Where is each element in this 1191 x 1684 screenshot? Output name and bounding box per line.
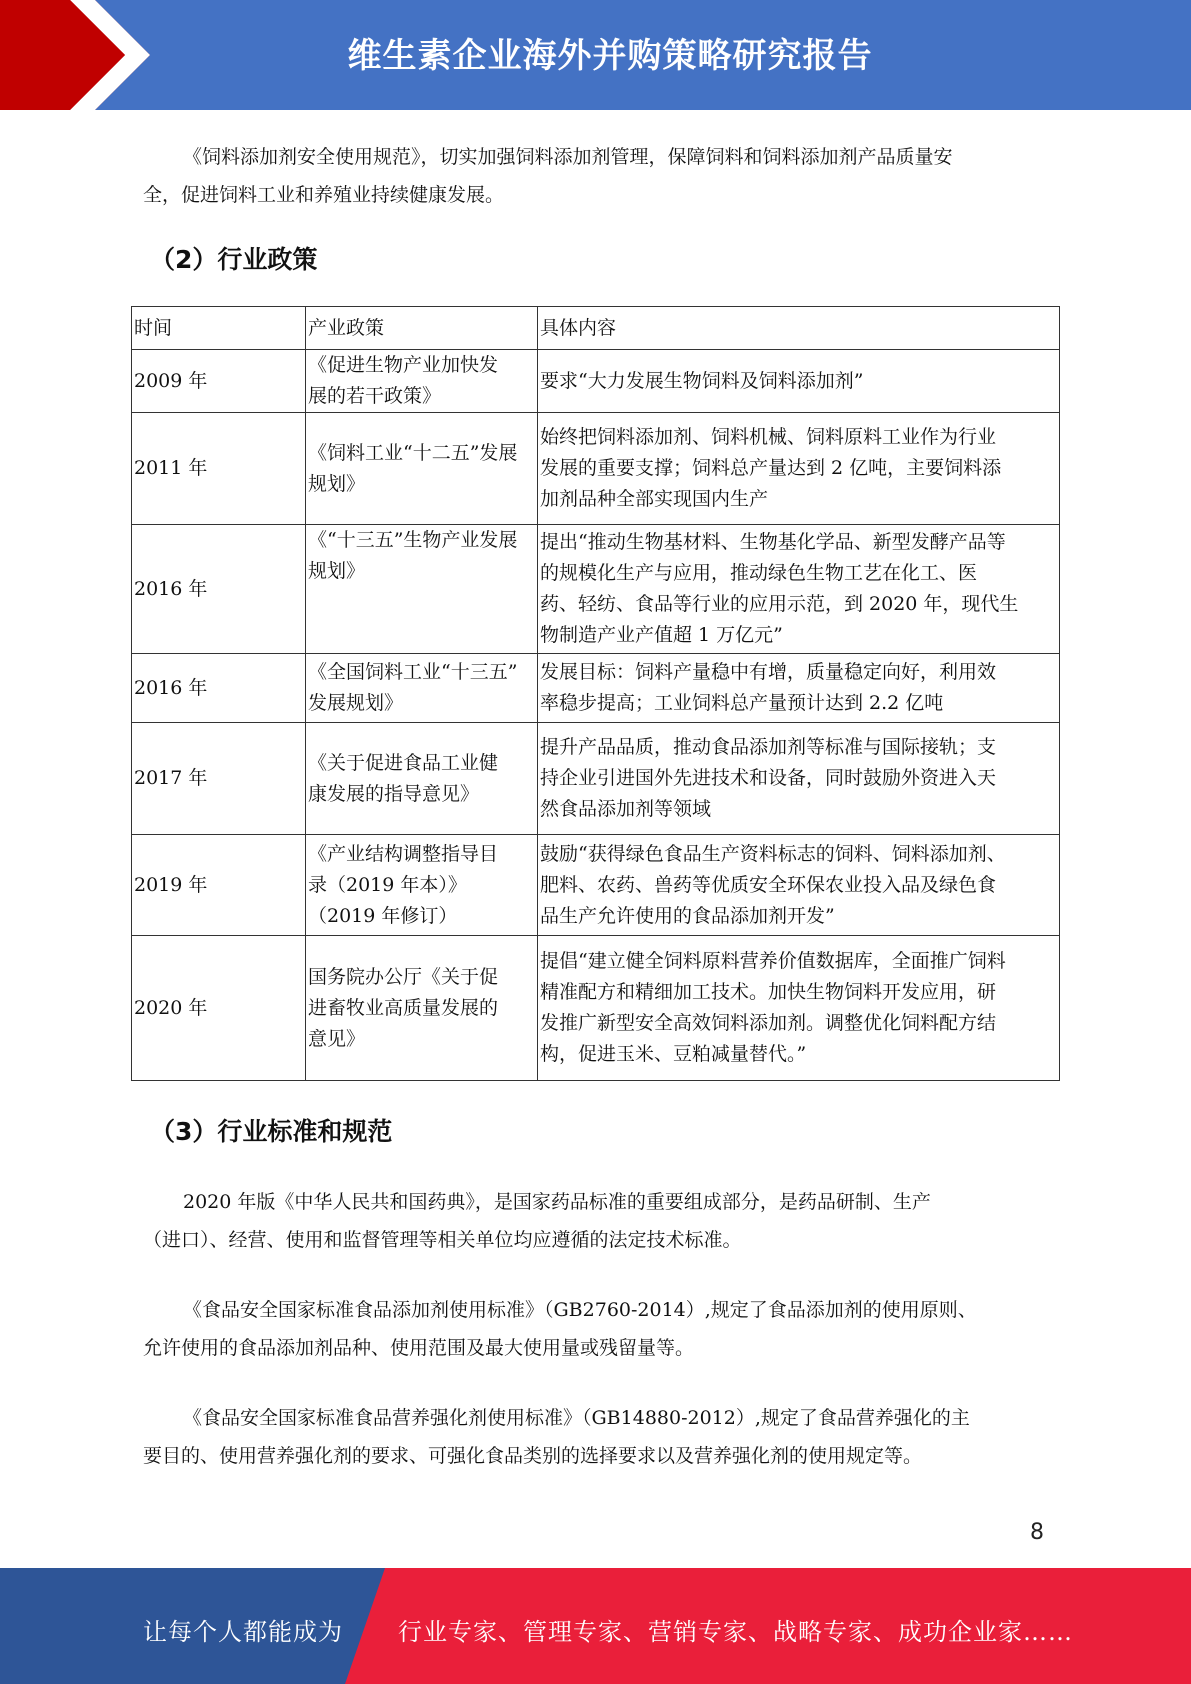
content-line: 构，促进玉米、豆粕减量替代。” (540, 1043, 807, 1065)
table-cell-content (538, 835, 1060, 936)
policy-line: 《全国饲料工业“十三五” (308, 661, 518, 683)
table-cell-content (538, 723, 1060, 835)
policy-line: 录（2019 年本）》 (308, 873, 467, 896)
policy-table (131, 306, 1060, 1081)
table-row (132, 350, 1060, 413)
content-line: 物制造产业产值超 1 万亿元” (540, 624, 783, 646)
policy-line: 展的若干政策》 (308, 385, 442, 407)
policy-line: 《关于促进食品工业健 (308, 751, 499, 774)
table-cell-policy (306, 525, 538, 654)
content-line: 率稳步提高；工业饲料总产量预计达到 2.2 亿吨 (540, 692, 944, 714)
section-heading-policy: （2）行业政策 (150, 245, 318, 274)
content-line: 提出“推动生物基材料、生物基化学品、新型发酵产品等 (540, 531, 1006, 553)
paragraph-line: 允许使用的食品添加剂品种、使用范围及最大使用量或残留量等。 (143, 1337, 695, 1359)
policy-line: 《“十三五”生物产业发展 (308, 529, 518, 551)
table-cell-policy (306, 654, 538, 723)
policy-line: 国务院办公厅《关于促 (308, 965, 499, 988)
policy-line: 意见》 (308, 1027, 366, 1050)
content-line: 品生产允许使用的食品添加剂开发” (540, 904, 835, 927)
table-cell-policy (306, 413, 538, 525)
footer-slogan-left: 让每个人都能成为 (143, 1618, 343, 1646)
content-line: 发推广新型安全高效饲料添加剂。调整优化饲料配方结 (540, 1012, 997, 1034)
paragraph-line: 要目的、使用营养强化剂的要求、可强化食品类别的选择要求以及营养强化剂的使用规定等。 (143, 1445, 923, 1467)
policy-line: 发展规划》 (308, 692, 404, 714)
table-cell-policy (306, 723, 538, 835)
content-line: 药、轻纺、食品等行业的应用示范，到 2020 年，现代生 (540, 593, 1019, 615)
page-number: 8 (1030, 1520, 1044, 1545)
content-line: 提升产品品质，推动食品添加剂等标准与国际接轨；支 (540, 736, 997, 758)
policy-line: 规划》 (308, 560, 366, 582)
paragraph-line: 《食品安全国家标准食品添加剂使用标准》（GB2760-2014）,规定了食品添加剂的使用原则、 (183, 1299, 977, 1321)
standards-paragraph (143, 1183, 1048, 1259)
table-row (132, 654, 1060, 723)
intro-line-1: 《饲料添加剂安全使用规范》，切实加强饲料添加剂管理，保障饲料和饲料添加剂产品质量安 (183, 146, 953, 168)
table-header-cell: 具体内容 (538, 307, 1060, 350)
table-row (132, 723, 1060, 835)
content-line: 持企业引进国外先进技术和设备，同时鼓励外资进入天 (540, 767, 997, 789)
content-line: 提倡“建立健全饲料原料营养价值数据库，全面推广饲料 (540, 950, 1006, 972)
table-cell-policy (306, 350, 538, 413)
report-title: 维生素企业海外并购策略研究报告 (347, 36, 873, 76)
section-heading-standards: （3）行业标准和规范 (150, 1117, 393, 1146)
paragraph-line: （进口）、经营、使用和监督管理等相关单位均应遵循的法定技术标准。 (143, 1229, 742, 1251)
table-cell-year: 2009 年 (132, 350, 306, 413)
page-header (0, 0, 1191, 110)
table-cell-content (538, 413, 1060, 525)
content-line: 然食品添加剂等领域 (540, 798, 712, 820)
content-line: 肥料、农药、兽药等优质安全环保农业投入品及绿色食 (540, 873, 997, 896)
policy-line: 进畜牧业高质量发展的 (308, 996, 499, 1019)
table-header-cell: 时间 (132, 307, 306, 350)
content-line: 始终把饲料添加剂、饲料机械、饲料原料工业作为行业 (540, 426, 997, 448)
table-cell-year: 2011 年 (132, 413, 306, 525)
intro-line-2: 全，促进饲料工业和养殖业持续健康发展。 (143, 184, 505, 206)
content-line: 加剂品种全部实现国内生产 (540, 488, 769, 510)
paragraph-line: 《食品安全国家标准食品营养强化剂使用标准》（GB14880-2012）,规定了食品营养强化的主 (183, 1407, 970, 1429)
table-cell-year: 2016 年 (132, 654, 306, 723)
table-cell-content (538, 936, 1060, 1081)
policy-line: 康发展的指导意见》 (308, 782, 480, 805)
policy-line: 《促进生物产业加快发 (308, 354, 499, 376)
content-line: 精准配方和精细加工技术。加快生物饲料开发应用，研 (540, 981, 997, 1003)
table-cell-content (538, 654, 1060, 723)
table-cell-content (538, 525, 1060, 654)
standards-paragraph (143, 1399, 1048, 1475)
table-row (132, 936, 1060, 1081)
table-row (132, 835, 1060, 936)
table-cell-content (538, 350, 1060, 413)
table-header-cell: 产业政策 (306, 307, 538, 350)
table-row (132, 413, 1060, 525)
table-cell-year: 2016 年 (132, 525, 306, 654)
intro-paragraph (143, 138, 1048, 214)
content-line: 的规模化生产与应用，推动绿色生物工艺在化工、医 (540, 562, 978, 584)
paragraph-line: 2020 年版《中华人民共和国药典》，是国家药品标准的重要组成部分，是药品研制、生产 (183, 1191, 931, 1213)
table-cell-year: 2020 年 (132, 936, 306, 1081)
content-line: 要求“大力发展生物饲料及饲料添加剂” (540, 369, 864, 392)
standards-paragraph (143, 1291, 1048, 1367)
content-line: 发展目标：饲料产量稳中有增，质量稳定向好，利用效 (540, 661, 997, 683)
policy-line: 《饲料工业“十二五”发展 (308, 441, 518, 464)
policy-line: 《产业结构调整指导目 (308, 842, 499, 865)
content-line: 发展的重要支撑；饲料总产量达到 2 亿吨，主要饲料添 (540, 457, 1002, 479)
footer-slogan-right: 行业专家、管理专家、营销专家、战略专家、成功企业家…… (398, 1618, 1073, 1646)
policy-line: 规划》 (308, 472, 366, 495)
table-cell-year: 2017 年 (132, 723, 306, 835)
table-header-row (132, 307, 1060, 350)
table-cell-policy (306, 936, 538, 1081)
table-cell-year: 2019 年 (132, 835, 306, 936)
policy-line: （2019 年修订） (308, 904, 458, 927)
table-cell-policy (306, 835, 538, 936)
page-footer (0, 1568, 1191, 1684)
table-row (132, 525, 1060, 654)
content-line: 鼓励“获得绿色食品生产资料标志的饲料、饲料添加剂、 (540, 842, 1006, 865)
